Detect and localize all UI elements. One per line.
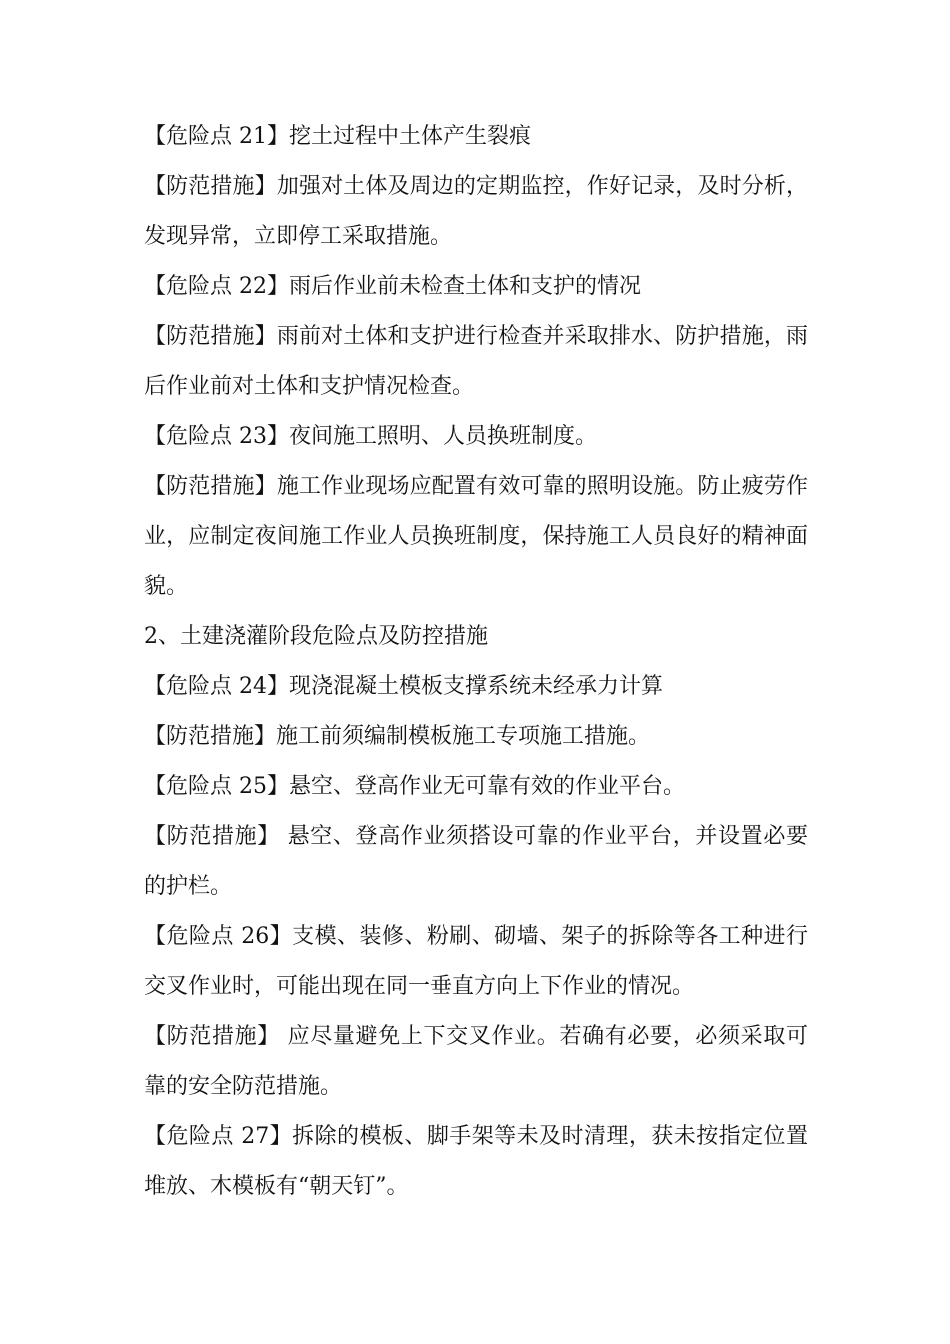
hazard-24-heading: 【危险点 24】现浇混凝土模板支撑系统未经承力计算 — [144, 674, 663, 699]
hazard-26-heading: 【危险点 26】支模、装修、粉刷、砌墙、架子的拆除等各工种进行交叉作业时，可能出现在同一垂直方向上下作业的情况。 — [144, 924, 808, 999]
hazard-22-heading: 【危险点 22】雨后作业前未检查土体和支护的情况 — [144, 274, 641, 299]
document-body — [144, 112, 808, 1212]
measure-22-text: 【防范措施】雨前对土体和支护进行检查并采取排水、防护措施，雨后作业前对土体和支护情况检查。 — [144, 324, 808, 399]
measure-24-text: 【防范措施】施工前须编制模板施工专项施工措施。 — [144, 724, 651, 749]
measure-26-text: 【防范措施】 应尽量避免上下交叉作业。若确有必要，必须采取可靠的安全防范措施。 — [144, 1024, 808, 1099]
hazard-23-heading: 【危险点 23】夜间施工照明、人员换班制度。 — [144, 424, 597, 449]
section-heading-2: 2、土建浇灌阶段危险点及防控措施 — [144, 624, 488, 649]
hazard-27-heading: 【危险点 27】拆除的模板、脚手架等未及时清理，获未按指定位置堆放、木模板有“朝天钉”。 — [144, 1124, 808, 1199]
hazard-25-heading: 【危险点 25】悬空、登高作业无可靠有效的作业平台。 — [144, 774, 685, 799]
measure-21-text: 【防范措施】加强对土体及周边的定期监控，作好记录，及时分析，发现异常，立即停工采取措施。 — [144, 174, 808, 249]
measure-25-text: 【防范措施】 悬空、登高作业须搭设可靠的作业平台，并设置必要的护栏。 — [144, 824, 808, 899]
hazard-21-heading: 【危险点 21】挖土过程中土体产生裂痕 — [144, 124, 531, 149]
measure-23-text: 【防范措施】施工作业现场应配置有效可靠的照明设施。防止疲劳作业，应制定夜间施工作业人员换班制度，保持施工人员良好的精神面貌。 — [144, 474, 808, 599]
